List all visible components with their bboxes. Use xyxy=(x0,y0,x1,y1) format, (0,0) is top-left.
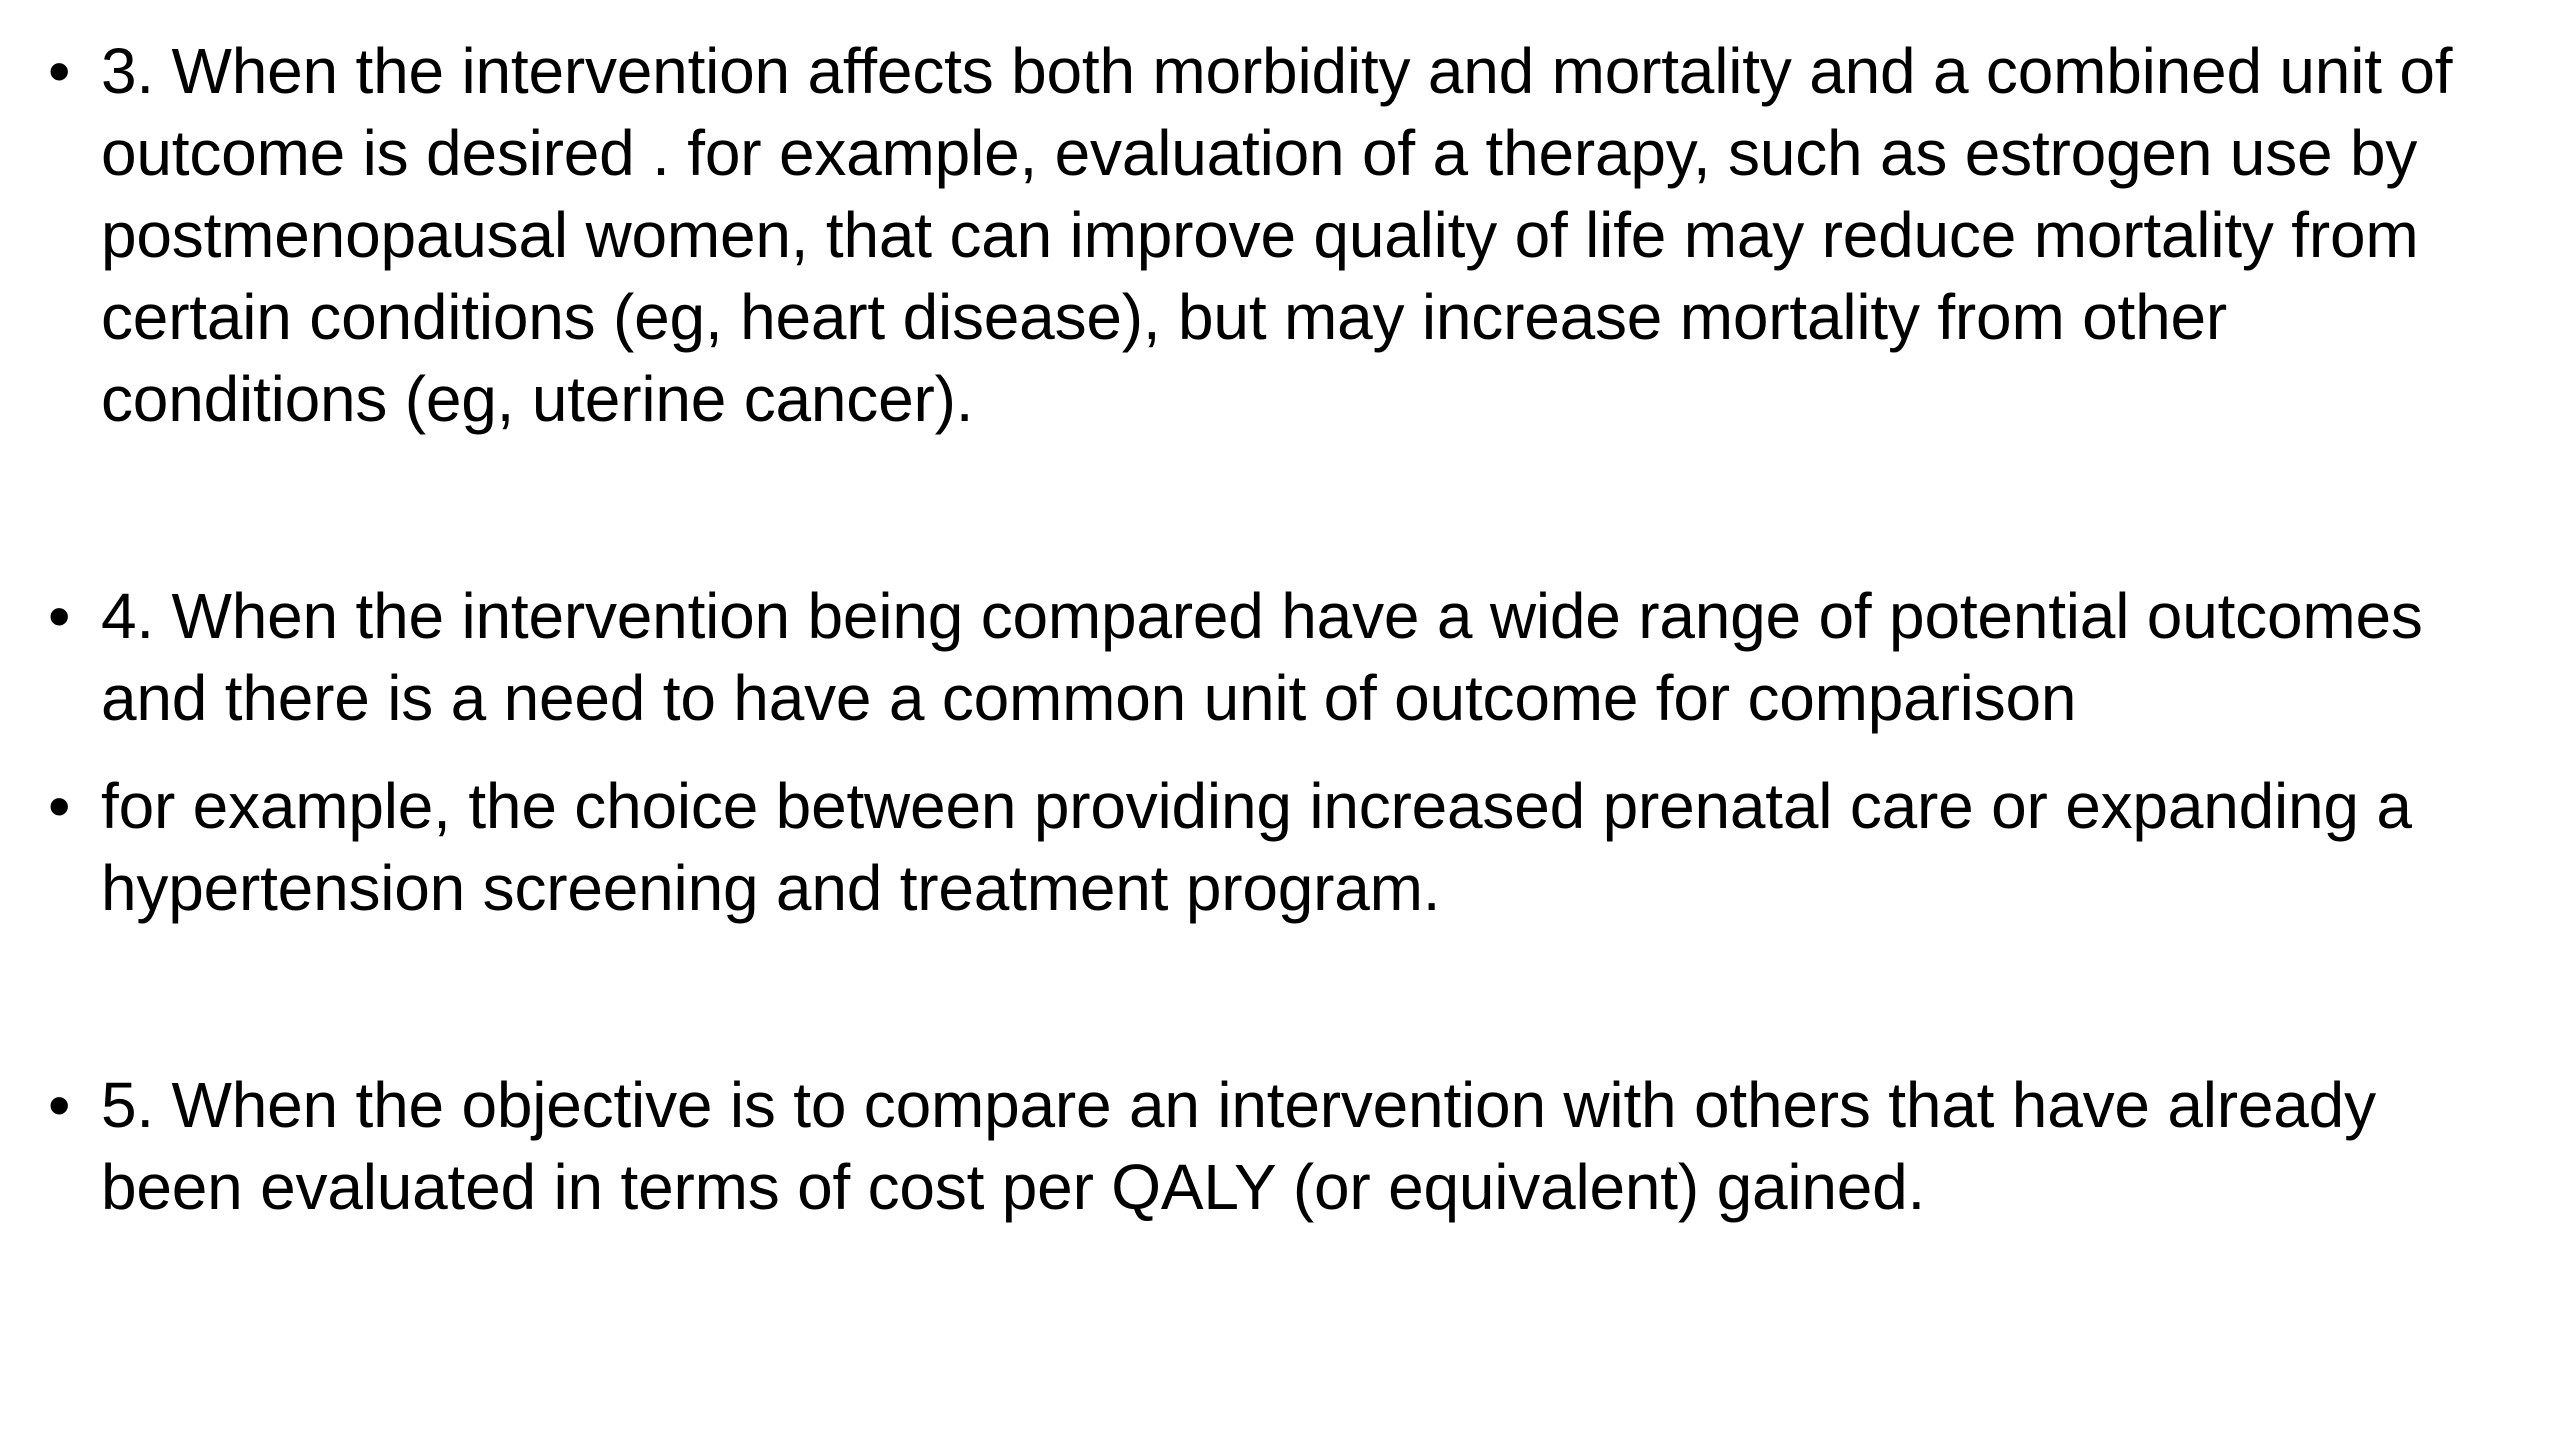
bullet-mark: • xyxy=(48,1069,71,1141)
bullet-text: 3. When the intervention affects both morbidity and mortality and a combined unit of outcome is desired . for example, evaluation of a therapy, such as estrogen use by postmenopausal women, that can improve quality of life may reduce mortality from certain conditions (eg, heart disease), but may increase mortality from other conditions (eg, uterine cancer). xyxy=(101,35,2453,435)
bullet-mark: • xyxy=(48,35,71,107)
bullet-text: for example, the choice between providing increased prenatal care or expanding a hypertension screening and treatment program. xyxy=(101,770,2412,924)
bullet-mark: • xyxy=(48,580,71,652)
bullet-text: 4. When the intervention being compared have a wide range of potential outcomes and there is a need to have a common unit of outcome for comparison xyxy=(101,580,2423,734)
bullet-item-example xyxy=(48,765,2508,929)
bullet-text: 5. When the objective is to compare an intervention with others that have already been evaluated in terms of cost per QALY (or equivalent) gained. xyxy=(101,1069,2376,1223)
bullet-item-5 xyxy=(48,1064,2508,1228)
bullet-list xyxy=(48,30,2508,1228)
bullet-item-4 xyxy=(48,575,2508,739)
bullet-mark: • xyxy=(48,770,71,842)
bullet-item-3 xyxy=(48,30,2508,440)
